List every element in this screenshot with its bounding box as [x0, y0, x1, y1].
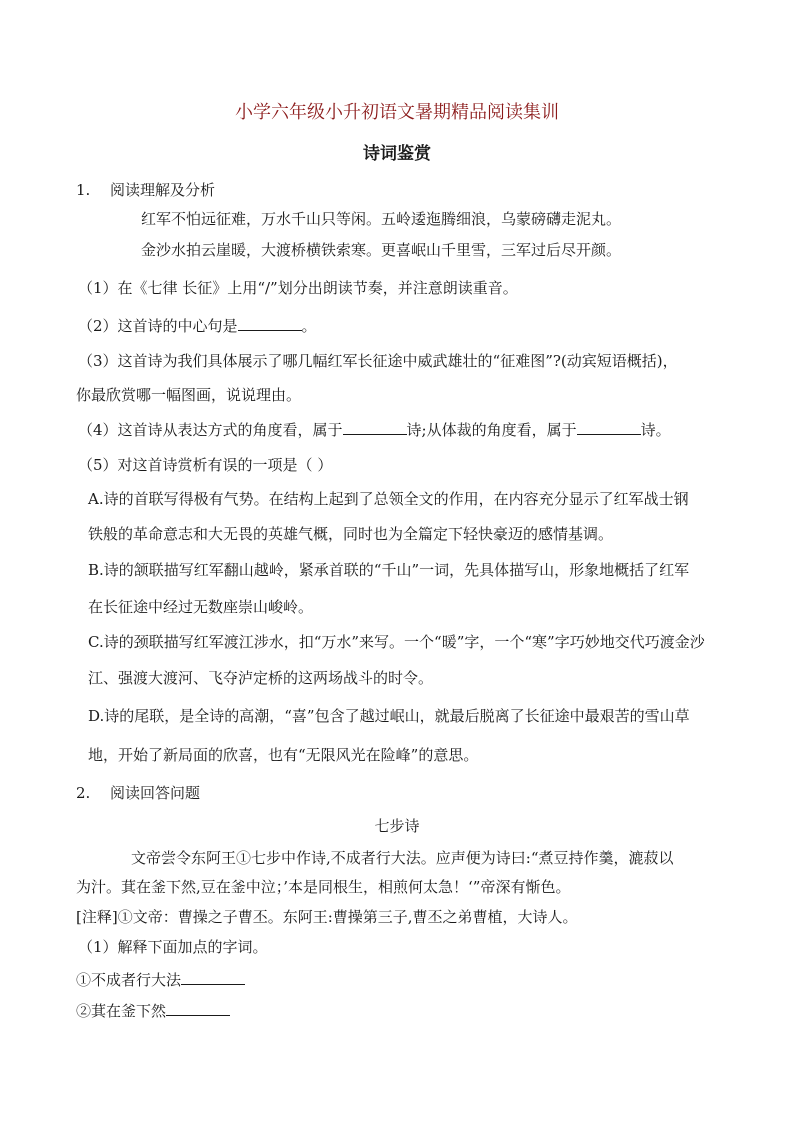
q1-sub-4-text-c: 诗。	[640, 421, 671, 439]
q1-sub-2-end: 。	[301, 317, 317, 335]
option-b-line-2: 在长征途中经过无数座崇山峻岭。	[88, 598, 314, 616]
section-subtitle: 诗词鉴赏	[363, 144, 431, 164]
q1-sub-5: （5）对这首诗赏析有误的一项是（ ）	[78, 456, 333, 474]
page-title: 小学六年级小升初语文暑期精品阅读集训	[235, 102, 559, 123]
answer-blank[interactable]	[343, 420, 407, 435]
question-number: 2.	[76, 784, 91, 802]
q1-sub-4-text-a: （4）这首诗从表达方式的角度看，属于	[78, 421, 343, 439]
q2-sub-1: （1）解释下面加点的字词。	[78, 938, 268, 956]
q1-sub-2	[78, 316, 317, 336]
question-2-heading	[76, 783, 200, 803]
option-c-line-2: 江、强渡大渡河、飞夺泸定桥的这两场战斗的时令。	[88, 669, 434, 687]
option-a-line-1: A.诗的首联写得极有气势。在结构上起到了总领全文的作用，在内容充分显示了红军战士钢	[88, 490, 689, 508]
option-b-line-1: B.诗的颔联描写红军翻山越岭，紧承首联的“千山”一词，先具体描写山，形象地概括了红军	[88, 561, 690, 579]
q2-item-1-text: ①不成者行大法	[76, 971, 182, 989]
q2-item-1	[76, 970, 245, 990]
question-heading-text: 阅读回答问题	[110, 784, 201, 802]
question-number: 1.	[76, 181, 91, 199]
answer-blank[interactable]	[577, 420, 641, 435]
question-1-heading	[76, 180, 215, 200]
passage-line-2: 为汁。萁在釜下然,豆在釜中泣；’本是同根生，相煎何太急！‘”帝深有惭色。	[76, 878, 571, 896]
q1-sub-3-line-1: （3）这首诗为我们具体展示了哪几幅红军长征途中威武雄壮的“征难图”?(动宾短语概括)，	[78, 352, 678, 370]
answer-blank[interactable]	[238, 316, 302, 331]
q2-item-2	[76, 1001, 230, 1021]
q1-sub-4-text-b: 诗;从体裁的角度看，属于	[406, 421, 577, 439]
poem-line-1: 红军不怕远征难，万水千山只等闲。五岭逶迤腾细浪，乌蒙磅礴走泥丸。	[141, 210, 622, 228]
answer-blank[interactable]	[181, 970, 245, 985]
annotation-note: [注释]①文帝：曹操之子曹丕。东阿王:曹操第三子,曹丕之弟曹植，大诗人。	[76, 908, 578, 926]
option-d-line-1: D.诗的尾联，是全诗的高潮，“喜”包含了越过岷山，就最后脱离了长征途中最艰苦的雪山草	[88, 707, 690, 725]
option-d-line-2: 地，开始了新局面的欣喜，也有“无限风光在险峰”的意思。	[88, 746, 479, 764]
option-c-line-1: C.诗的颈联描写红军渡江涉水，扣“万水”来写。一个“暖”字，一个“寒”字巧妙地交代巧渡金沙	[88, 633, 705, 651]
q1-sub-1: （1）在《七律 长征》上用“/”划分出朗读节奏，并注意朗读重音。	[78, 279, 518, 297]
passage-line-1: 文帝尝令东阿王①七步中作诗,不成者行大法。应声便为诗曰:“煮豆持作羹，漉菽以	[131, 849, 674, 867]
q1-sub-2-text: （2）这首诗的中心句是	[78, 317, 238, 335]
answer-blank[interactable]	[166, 1001, 230, 1016]
poem-line-2: 金沙水拍云崖暖，大渡桥横铁索寒。更喜岷山千里雪，三军过后尽开颜。	[141, 241, 622, 259]
poem-title: 七步诗	[374, 817, 420, 835]
option-a-line-2: 铁般的革命意志和大无畏的英雄气概，同时也为全篇定下轻快豪迈的感情基调。	[88, 525, 614, 543]
q1-sub-3-line-2: 你最欣赏哪一幅图画，说说理由。	[76, 386, 302, 404]
q1-sub-4	[78, 420, 671, 440]
q2-item-2-text: ②萁在釜下然	[76, 1002, 167, 1020]
question-heading-text: 阅读理解及分析	[110, 181, 216, 199]
